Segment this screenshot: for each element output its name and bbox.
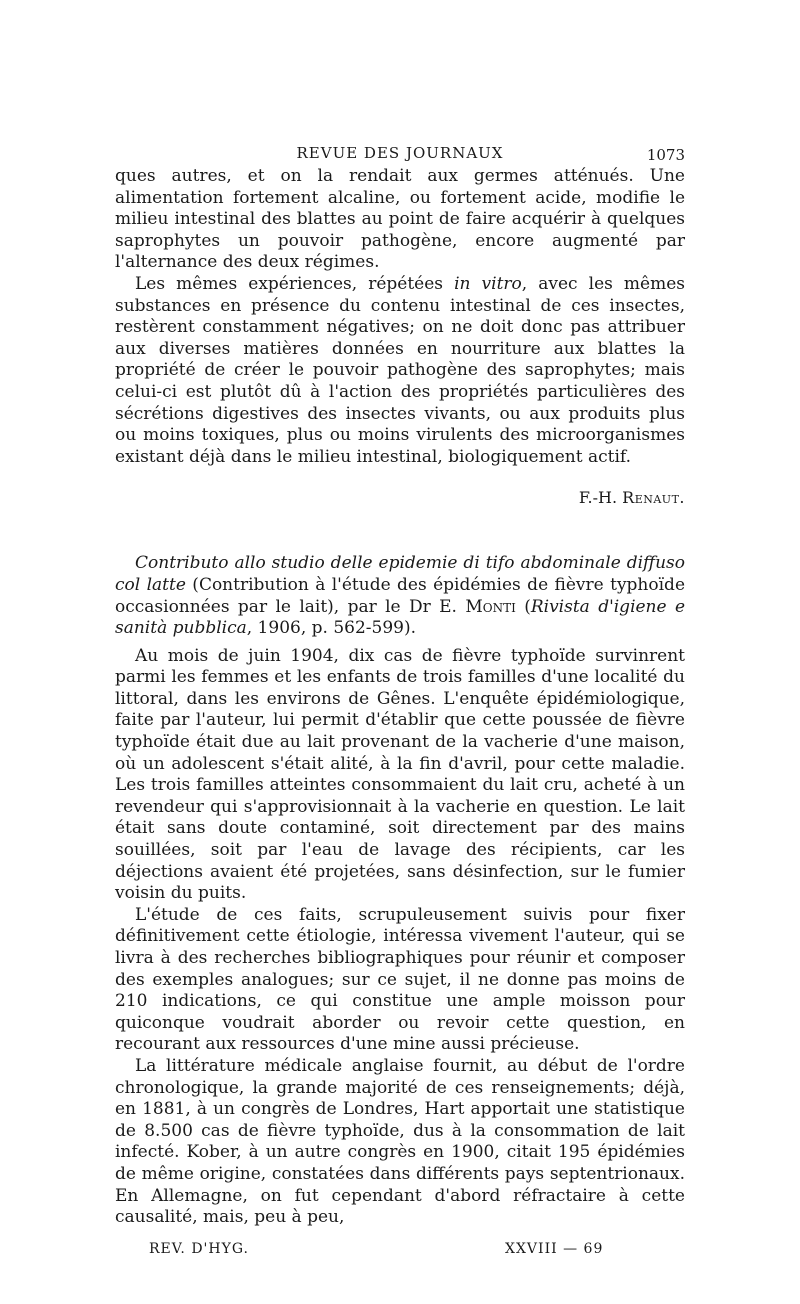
author-initial: E. [430,596,466,617]
author-signature [115,488,685,507]
journal-details: , 1906, p. 562-599). [246,618,416,639]
body-paragraph: L'étude de ces faits, scrupuleusement suivis pour fixer définitivement cette étiologie, intéressa vivement l'auteur, qui se livra à des recherches bibliographiques pour réunir et composer des exemples analogues; sur ce sujet, il ne donne pas moins de 210 indications, ce qui constitue une ample moisson pour quiconque voudrait aborder ou revoir cette question, en recourant aux ressources d'une mine aussi précieuse. [115,904,685,1055]
in-vitro-term: in vitro [454,273,522,294]
experiment-paragraph [115,274,685,468]
article-translation: (Contribution à l'étude des épidémies de fièvre typhoïde occasionnées par le lait), par le [115,574,685,617]
signature-initials: F.-H. [578,488,618,508]
page-footer [115,1239,685,1263]
citation-text [115,553,685,639]
running-header [115,138,685,166]
continuation-paragraph: ques autres, et on la rendait aux germes atténués. Une alimentation fortement alcaline, ou fortement acide, modifie le milieu intestinal des blattes au point de faire acquérir à quelques saprophytes un pouvoir pathogène, encore augmenté par l'alternance des deux régimes. [115,166,685,273]
journal-section-title: REVUE DES JOURNAUX [296,144,504,162]
page [115,138,685,1263]
article-author: Monti [465,596,516,617]
journal-name: Rivista d'igiene e sanità pubblica [115,596,686,639]
experiment-text-end: , avec les mêmes substances en présence du contenu intestinal de ces insectes, restèrent constamment négatives; on ne doit donc pas attribuer aux diverses matières données en nourriture aux blattes la propriété de créer le pouvoir pathogène des saprophytes; mais celui-ci est plutôt dû à l'action des propriétés particulières des sécrétions digestives des insectes vivants, ou aux produits plus ou moins toxiques, plus ou moins virulents des microorganismes existant déjà dans le milieu intestinal, biologiquement actif. [115,273,685,467]
signature-surname: Renaut. [622,488,685,508]
footer-journal-abbrev: REV. D'HYG. [149,1240,249,1257]
journal-paren: ( [515,596,531,617]
doctor-abbrev: Dr [408,596,431,617]
article-title: Contributo allo studio delle epidemie di tifo abdominale diffuso col latte [115,553,685,595]
experiment-text-start: Les mêmes expériences, répétées [135,273,455,294]
article-citation [115,553,685,639]
footer-volume-signature: XXVIII — 69 [505,1240,604,1257]
page-number: 1073 [646,146,685,164]
body-paragraph: Au mois de juin 1904, dix cas de fièvre typhoïde survinrent parmi les femmes et les enfants de trois familles d'une localité du littoral, dans les environs de Gênes. L'enquête épidémiologique, faite par l'auteur, lui permit d'établir que cette poussée de fièvre typhoïde était due au lait provenant de la vacherie d'une maison, où un adolescent s'était alité, à la fin d'avril, pour cette maladie. Les trois familles atteintes consommaient du lait cru, acheté à un revendeur qui s'approvisionnait à la vacherie en question. Le lait était sans doute contaminé, soit directement par des mains souillées, soit par l'eau de lavage des récipients, car les déjections avaient été projetées, sans désinfection, sur le fumier voisin du puits. [115,645,685,904]
body-paragraph: La littérature médicale anglaise fournit, au début de l'ordre chronologique, la grande majorité de ces renseignements; déjà, en 1881, à un congrès de Londres, Hart apportait une statistique de 8.500 cas de fièvre typhoïde, dus à la consommation de lait infecté. Kober, à un autre congrès en 1900, citait 195 épidémies de même origine, constatées dans différents pays septentrionaux. En Allemagne, on fut cependant d'abord réfractaire à cette causalité, mais, peu à peu, [115,1055,685,1228]
